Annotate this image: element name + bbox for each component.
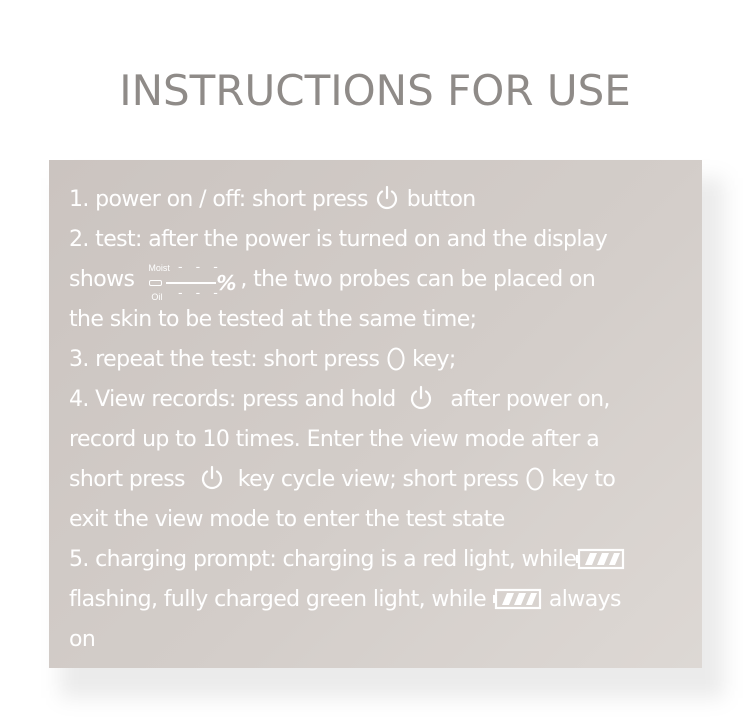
- display-divider: [166, 282, 216, 284]
- instruction-text: 3. repeat the test: short press: [69, 347, 380, 372]
- display-mode-icon: [149, 280, 162, 286]
- instruction-line-4: [69, 300, 689, 340]
- instruction-line-7: [69, 420, 689, 460]
- instruction-text: button: [406, 187, 476, 212]
- instruction-text: shows: [69, 267, 135, 292]
- instruction-text: , the two probes can be placed on: [240, 267, 596, 292]
- instruction-line-2: [69, 220, 689, 260]
- instruction-text: key cycle view; short press: [237, 467, 519, 492]
- instruction-text: key;: [412, 347, 456, 372]
- instruction-line-12: [69, 620, 689, 660]
- power-icon: [374, 184, 400, 212]
- instruction-text: short press: [69, 467, 185, 492]
- instruction-text: on: [69, 627, 96, 652]
- instruction-text: the skin to be tested at the same time;: [69, 307, 477, 332]
- o-key-icon: [525, 466, 545, 492]
- display-bottom-dashes: - - -: [176, 286, 221, 301]
- instruction-text: 4. View records: press and hold: [69, 387, 396, 412]
- instruction-line-5: [69, 340, 689, 380]
- instruction-line-6: [69, 380, 689, 420]
- instruction-line-8: [69, 460, 689, 500]
- o-key-icon: [386, 346, 406, 372]
- battery-icon: [576, 548, 626, 570]
- instruction-text: key to: [551, 467, 616, 492]
- instruction-text: after power on,: [450, 387, 610, 412]
- instruction-text: exit the view mode to enter the test state: [69, 507, 505, 532]
- instruction-text: 2. test: after the power is turned on and the display: [69, 227, 608, 252]
- display-icon: [146, 262, 238, 302]
- instruction-text: 1. power on / off: short press: [69, 187, 368, 212]
- power-icon: [408, 384, 434, 412]
- instruction-text: flashing, fully charged green light, while: [69, 587, 487, 612]
- instruction-line-10: [69, 540, 689, 580]
- instruction-line-3: [69, 260, 689, 300]
- instruction-text: record up to 10 times. Enter the view mode after a: [69, 427, 600, 452]
- instruction-line-9: [69, 500, 689, 540]
- display-oil-label: Oil: [151, 292, 163, 302]
- page-title: INSTRUCTIONS FOR USE: [119, 66, 631, 115]
- instruction-line-1: [69, 180, 689, 220]
- instruction-text: always: [548, 587, 621, 612]
- instructions-text: [69, 180, 689, 660]
- instruction-line-11: [69, 580, 689, 620]
- battery-icon: [493, 588, 543, 610]
- instruction-text: 5. charging prompt: charging is a red light, while: [69, 547, 577, 572]
- display-top-dashes: - - -: [176, 260, 221, 275]
- display-moist-label: Moist: [148, 263, 170, 273]
- display-percent: %: [216, 271, 237, 295]
- power-icon: [199, 464, 225, 492]
